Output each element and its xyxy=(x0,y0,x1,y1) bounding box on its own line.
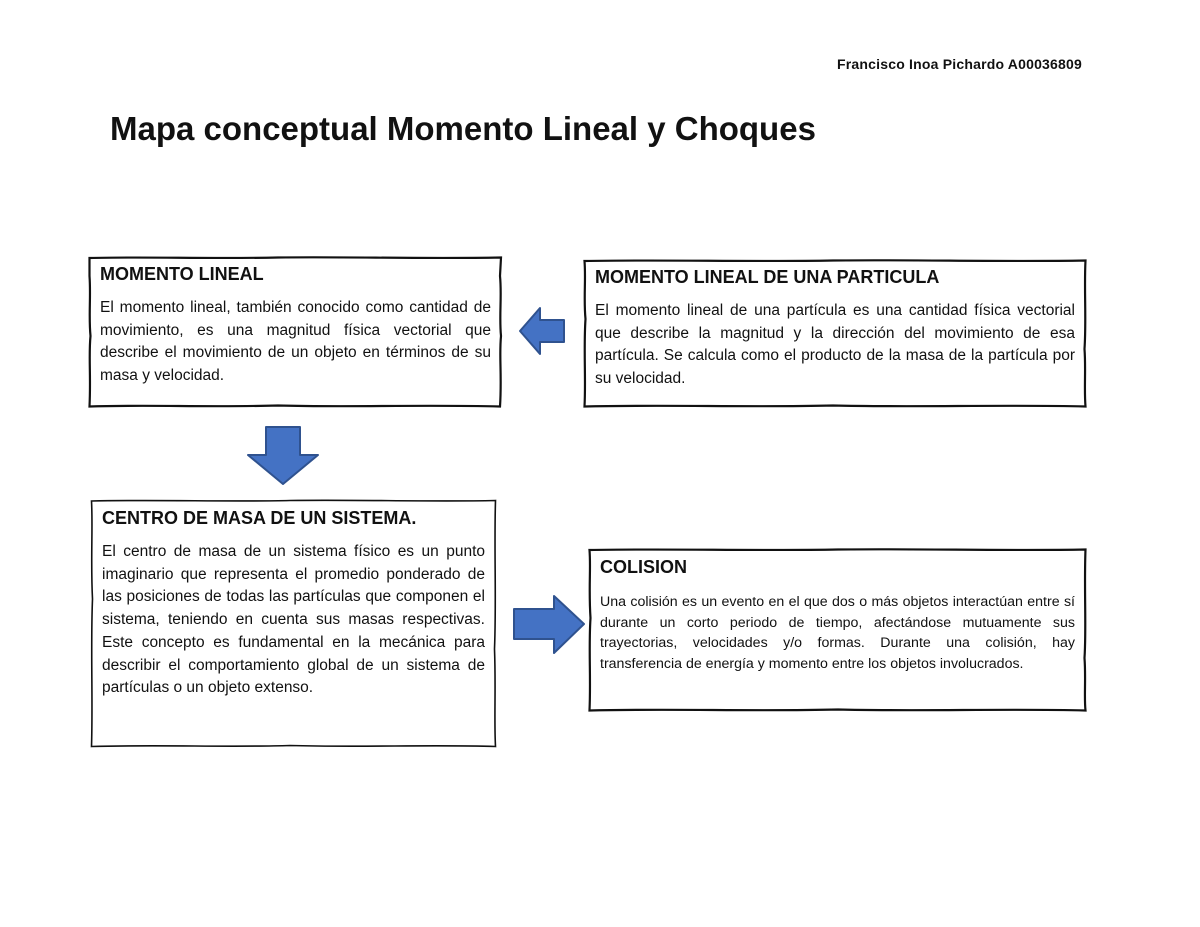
box-text: El centro de masa de un sistema físico es un punto imaginario que representa el promedio ponderado de las posiciones de todas las partículas que componen el sistema, teniendo en cuenta sus masas respectivas. Este concepto es fundamental en la mecánica para describir el comportamiento global de un sistema de partículas o un objeto extenso. xyxy=(102,543,485,697)
box-text: Una colisión es un evento en el que dos o más objetos interactúan entre sí durante un corto periodo de tiempo, afectándose mutuamente sus trayectorias, velocidades y/o formas. Durante una colisión, hay transferencia de energía y momento entre los objetos involucrados. xyxy=(600,594,1075,672)
arrow-down-icon xyxy=(246,425,320,486)
box-heading: MOMENTO LINEAL DE UNA PARTICULA xyxy=(595,267,940,287)
box-heading: COLISION xyxy=(600,557,688,577)
concept-box-momento-particula xyxy=(583,259,1087,408)
author-name: Francisco Inoa Pichardo A00036809 xyxy=(837,56,1082,72)
arrow-left-icon xyxy=(518,306,566,356)
concept-box-centro-masa xyxy=(90,499,497,748)
concept-box-momento-lineal xyxy=(88,256,503,408)
arrow-right-icon xyxy=(512,594,586,655)
box-text: El momento lineal, también conocido como cantidad de movimiento, es una magnitud física vectorial que describe el movimiento de un objeto en términos de su masa y velocidad. xyxy=(100,299,491,384)
concept-box-colision xyxy=(588,548,1087,712)
box-heading: CENTRO DE MASA DE UN SISTEMA. xyxy=(102,508,417,528)
box-text: El momento lineal de una partícula es una cantidad física vectorial que describe la magnitud y la dirección del movimiento de esa partícula. Se calcula como el producto de la masa de la partícula por su velocidad. xyxy=(595,302,1075,387)
page-title: Mapa conceptual Momento Lineal y Choques xyxy=(110,110,816,147)
box-heading: MOMENTO LINEAL xyxy=(100,264,264,284)
